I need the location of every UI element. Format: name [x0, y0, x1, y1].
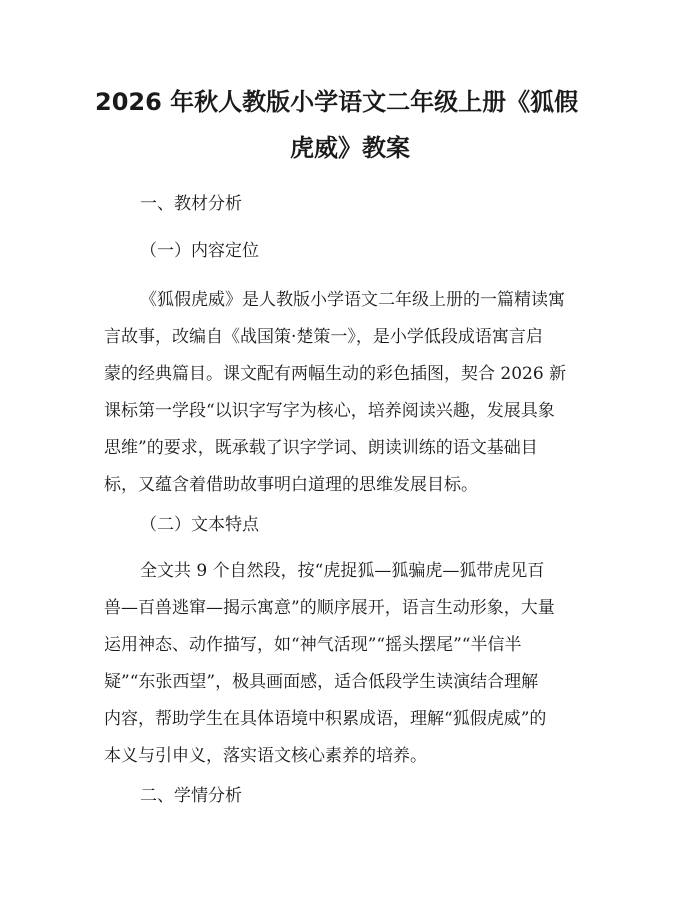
paragraph-line: 课标第一学段“以识字写字为核心，培养阅读兴趣，发展具象	[104, 401, 555, 421]
section-heading-learner-analysis: 二、学情分析	[140, 786, 242, 806]
paragraph-line: 《狐假虎威》是人教版小学语文二年级上册的一篇精读寓	[140, 290, 565, 310]
paragraph-line: 思维”的要求，既承载了识字学词、朗读训练的语文基础目	[104, 438, 538, 458]
document-title-line-2: 虎威》教案	[290, 134, 410, 162]
document-title-line-1: 2026 年秋人教版小学语文二年级上册《狐假	[95, 88, 579, 116]
paragraph-line: 言故事，改编自《战国策·楚策一》，是小学低段成语寓言启	[104, 327, 543, 347]
paragraph-line: 全文共 9 个自然段，按“虎捉狐—狐骗虎—狐带虎见百	[140, 561, 545, 581]
paragraph-line: 内容，帮助学生在具体语境中积累成语，理解“狐假虎威”的	[104, 709, 547, 729]
paragraph-line: 兽—百兽逃窜—揭示寓意”的顺序展开，语言生动形象，大量	[104, 598, 555, 618]
paragraph-line: 标，又蕴含着借助故事明白道理的思维发展目标。	[104, 475, 478, 495]
paragraph-line: 本义与引申义，落实语文核心素养的培养。	[104, 746, 427, 766]
subsection-heading-content-positioning: （一）内容定位	[140, 241, 259, 261]
subsection-heading-text-features: （二）文本特点	[140, 515, 259, 535]
paragraph-line: 疑”“东张西望”，极具画面感，适合低段学生读演结合理解	[104, 672, 539, 692]
section-heading-material-analysis: 一、教材分析	[140, 194, 242, 214]
paragraph-line: 蒙的经典篇目。课文配有两幅生动的彩色插图，契合 2026 新	[104, 364, 567, 384]
paragraph-line: 运用神态、动作描写，如“神气活现”“摇头摆尾”“半信半	[104, 635, 522, 655]
